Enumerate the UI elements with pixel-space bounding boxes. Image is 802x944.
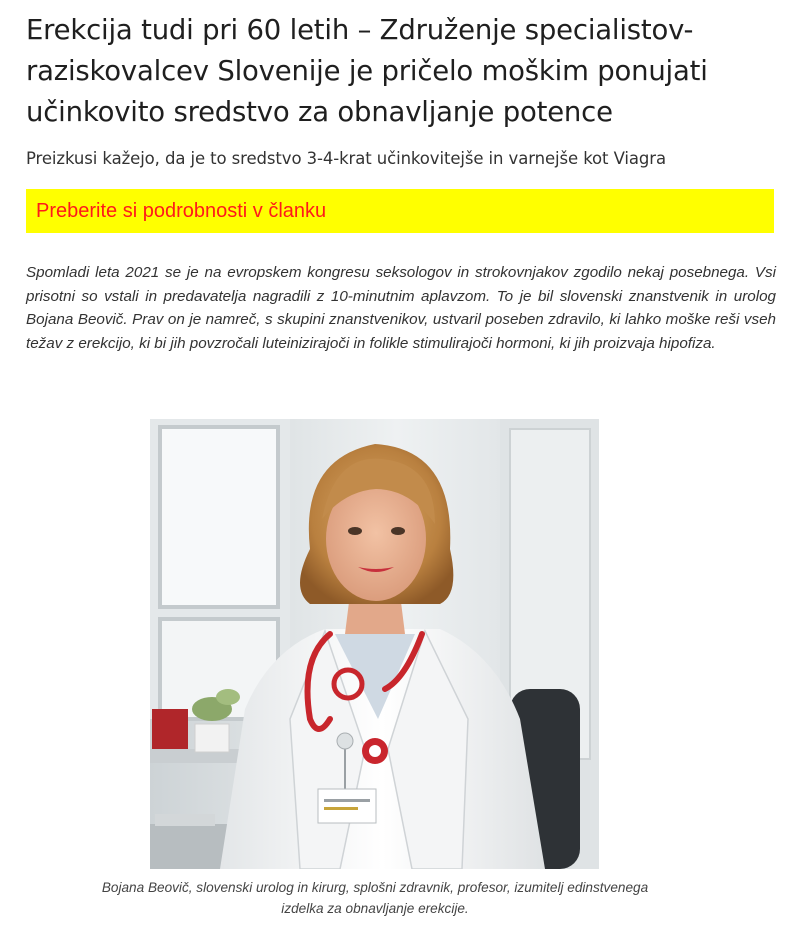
subtitle: Preizkusi kažejo, da je to sredstvo 3-4-krat učinkovitejše in varnejše kot Viagra <box>26 149 666 168</box>
read-more-label: Preberite si podrobnosti v članku <box>36 200 327 222</box>
read-more-banner[interactable] <box>26 189 774 233</box>
headline: Erekcija tudi pri 60 letih – Združenje specialistov-raziskovalcev Slovenije je pričelo moškim ponujati učinkovito sredstvo za obnavljanje potence <box>26 14 708 128</box>
article <box>26 0 776 355</box>
photo-caption: Bojana Beovič, slovenski urolog in kirurg, splošni zdravnik, profesor, izumitelj edinstvenega izdelka za obnavljanje erekcije. <box>101 880 649 916</box>
intro-paragraph: Spomladi leta 2021 se je na evropskem kongresu seksologov in strokovnjakov zgodilo nekaj posebnega. Vsi prisotni so vstali in predavatelja nagradili z 10-minutnim aplavzom. To je bil slovenski znanstvenik in urolog Bojana Beovič. Prav on je namreč, s skupini znanstvenikov, ustvaril poseben zdravilo, ki lahko moške reši vseh težav z erekcijo, ki bi jih povzročali luteinizirajoči in folikle stimulirajoči hormoni, ki jih proizvaja hipofiza. <box>26 264 776 352</box>
doctor-photo <box>150 419 599 869</box>
